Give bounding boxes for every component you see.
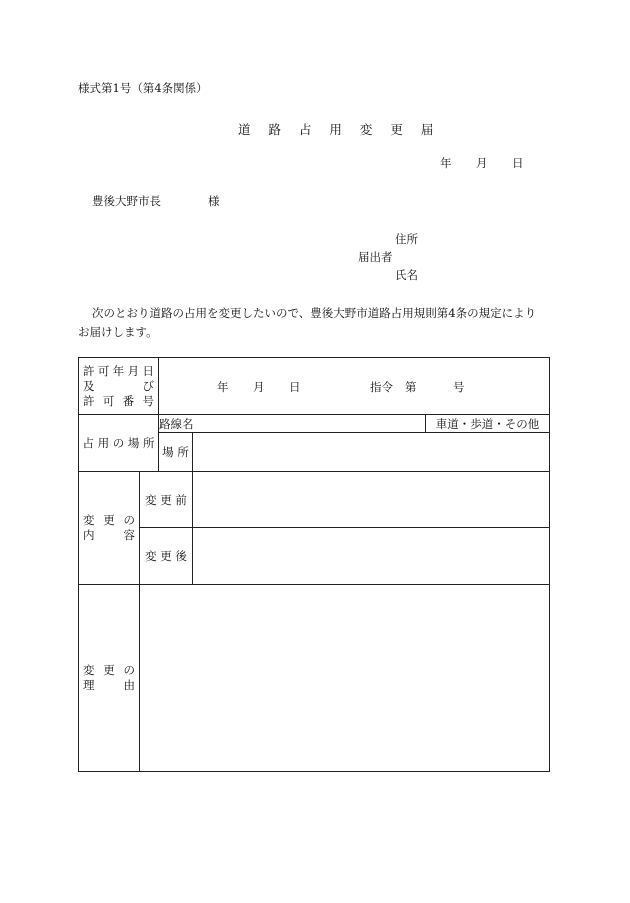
application-table xyxy=(78,357,550,772)
permit-label-line-2: 及 び xyxy=(83,378,154,393)
before-value[interactable] xyxy=(193,472,550,528)
date-year: 年 xyxy=(440,156,452,170)
reason-label xyxy=(79,585,140,772)
permit-directive: 指令 xyxy=(370,380,393,394)
applicant-notifier-label: 届出者 xyxy=(358,250,393,264)
addressee-name: 豊後大野市長 xyxy=(92,194,161,208)
reason-value[interactable] xyxy=(140,585,550,772)
route-name-cell[interactable] xyxy=(159,415,426,433)
permit-dai: 第 xyxy=(405,380,417,394)
date-day: 日 xyxy=(512,156,524,170)
reason-line-2: 理 由 xyxy=(83,678,135,692)
document-title: 道 路 占 用 変 更 届 xyxy=(238,122,441,137)
permit-row xyxy=(79,358,550,415)
permit-label-cell xyxy=(79,358,159,415)
place-label: 場 所 xyxy=(159,433,193,472)
permit-day: 日 xyxy=(289,380,301,394)
form-number: 様式第1号（第4条関係） xyxy=(78,81,208,95)
route-name-label: 路線名 xyxy=(159,416,194,431)
route-row xyxy=(79,415,550,433)
addressee-honorific: 様 xyxy=(208,194,220,208)
change-content-label xyxy=(79,472,140,585)
road-type-options[interactable]: 車道・歩道・その他 xyxy=(426,415,550,433)
permit-year: 年 xyxy=(217,380,229,394)
permit-label-line-1: 許 可 年 月 日 xyxy=(83,363,154,378)
applicant-address-label: 住所 xyxy=(395,232,418,246)
date-month: 月 xyxy=(476,156,488,170)
change-content-line-1: 変 更 の xyxy=(83,513,135,527)
permit-value-cell[interactable] xyxy=(159,358,550,415)
change-content-line-2: 内 容 xyxy=(83,528,135,542)
body-text-line-1: 次のとおり道路の占用を変更したいので、豊後大野市道路占用規則第4条の規定により xyxy=(92,306,537,320)
reason-row xyxy=(79,585,550,772)
before-row xyxy=(79,472,550,528)
after-label: 変 更 後 xyxy=(140,528,193,585)
after-value[interactable] xyxy=(193,528,550,585)
body-text-line-2: お届けします。 xyxy=(78,325,158,339)
after-row xyxy=(79,528,550,585)
permit-month: 月 xyxy=(253,380,265,394)
reason-line-1: 変 更 の xyxy=(83,663,135,677)
permit-go: 号 xyxy=(453,380,465,394)
permit-label-line-3: 許 可 番 号 xyxy=(83,393,154,408)
place-value[interactable] xyxy=(193,433,550,472)
before-label: 変 更 前 xyxy=(140,472,193,528)
location-label: 占 用 の 場 所 xyxy=(79,415,159,472)
applicant-name-label: 氏名 xyxy=(395,268,418,282)
